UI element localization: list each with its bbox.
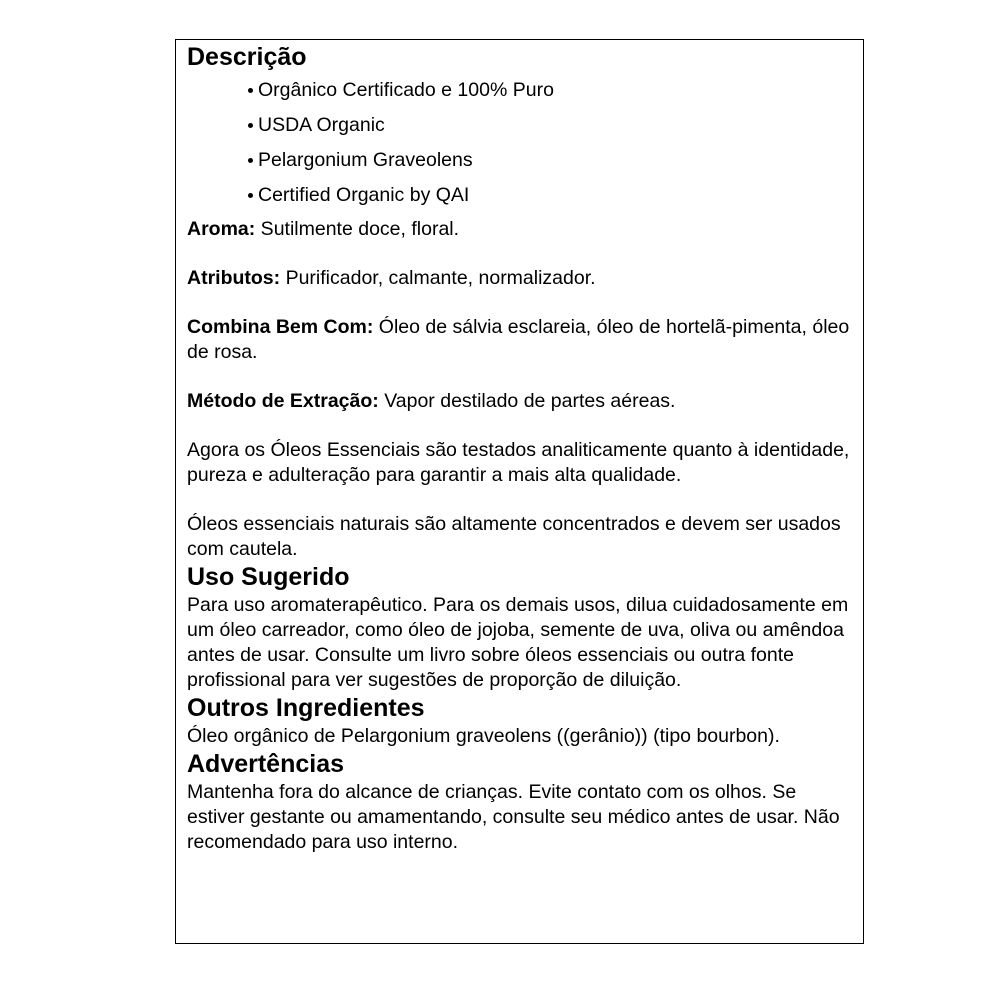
- bullet-dot-icon: [248, 123, 253, 128]
- advertencias-text: Mantenha fora do alcance de crianças. Evite contato com os olhos. Se estiver gestante ou amamentando, consulte seu médico antes de usar. Não recomendado para uso interno.: [187, 781, 840, 853]
- aroma-label: Aroma:: [187, 218, 256, 240]
- bullet-dot-icon: [248, 158, 253, 163]
- bullet-item: [248, 178, 859, 213]
- heading-descricao: Descrição: [187, 43, 307, 71]
- atributos-text: Purificador, calmante, normalizador.: [280, 267, 596, 289]
- metodo-line: [187, 389, 859, 414]
- testes-paragraph: Agora os Óleos Essenciais são testados analiticamente quanto à identidade, pureza e adulteração para garantir a mais alta qualidade.: [187, 439, 850, 486]
- combina-label: Combina Bem Com:: [187, 316, 374, 338]
- bullet-dot-icon: [248, 193, 253, 198]
- bullet-text: Orgânico Certificado e 100% Puro: [258, 79, 554, 101]
- uso-sugerido-text: Para uso aromaterapêutico. Para os demais usos, dilua cuidadosamente em um óleo carreador, como óleo de jojoba, semente de uva, oliva ou amêndoa antes de usar. Consulte um livro sobre óleos essenciais ou outra fonte profissional para ver sugestões de proporção de diluição.: [187, 594, 849, 691]
- outros-ingredientes-text: Óleo orgânico de Pelargonium graveolens ((gerânio)) (tipo bourbon).: [187, 725, 780, 747]
- bullet-item: [248, 108, 859, 143]
- aroma-line: [187, 217, 859, 242]
- metodo-label: Método de Extração:: [187, 390, 379, 412]
- atributos-label: Atributos:: [187, 267, 281, 289]
- cautela-paragraph: Óleos essenciais naturais são altamente concentrados e devem ser usados com cautela.: [187, 513, 841, 560]
- product-info-box: [175, 39, 864, 944]
- heading-uso-sugerido: Uso Sugerido: [187, 563, 350, 591]
- descricao-bullet-list: [187, 73, 859, 213]
- aroma-text: Sutilmente doce, floral.: [255, 218, 460, 240]
- bullet-text: Pelargonium Graveolens: [258, 149, 473, 171]
- combina-line: [187, 315, 859, 365]
- metodo-text: Vapor destilado de partes aéreas.: [378, 390, 676, 412]
- combina-text: Óleo de sálvia esclareia, óleo de hortelã-pimenta, óleo de rosa.: [187, 316, 850, 363]
- atributos-line: [187, 266, 859, 291]
- bullet-text: Certified Organic by QAI: [258, 184, 470, 206]
- bullet-item: [248, 143, 859, 178]
- bullet-item: [248, 73, 859, 108]
- bullet-text: USDA Organic: [258, 114, 385, 136]
- product-info-content: [187, 40, 859, 855]
- heading-advertencias: Advertências: [187, 750, 345, 778]
- bullet-dot-icon: [248, 88, 253, 93]
- heading-outros-ingredientes: Outros Ingredientes: [187, 694, 425, 722]
